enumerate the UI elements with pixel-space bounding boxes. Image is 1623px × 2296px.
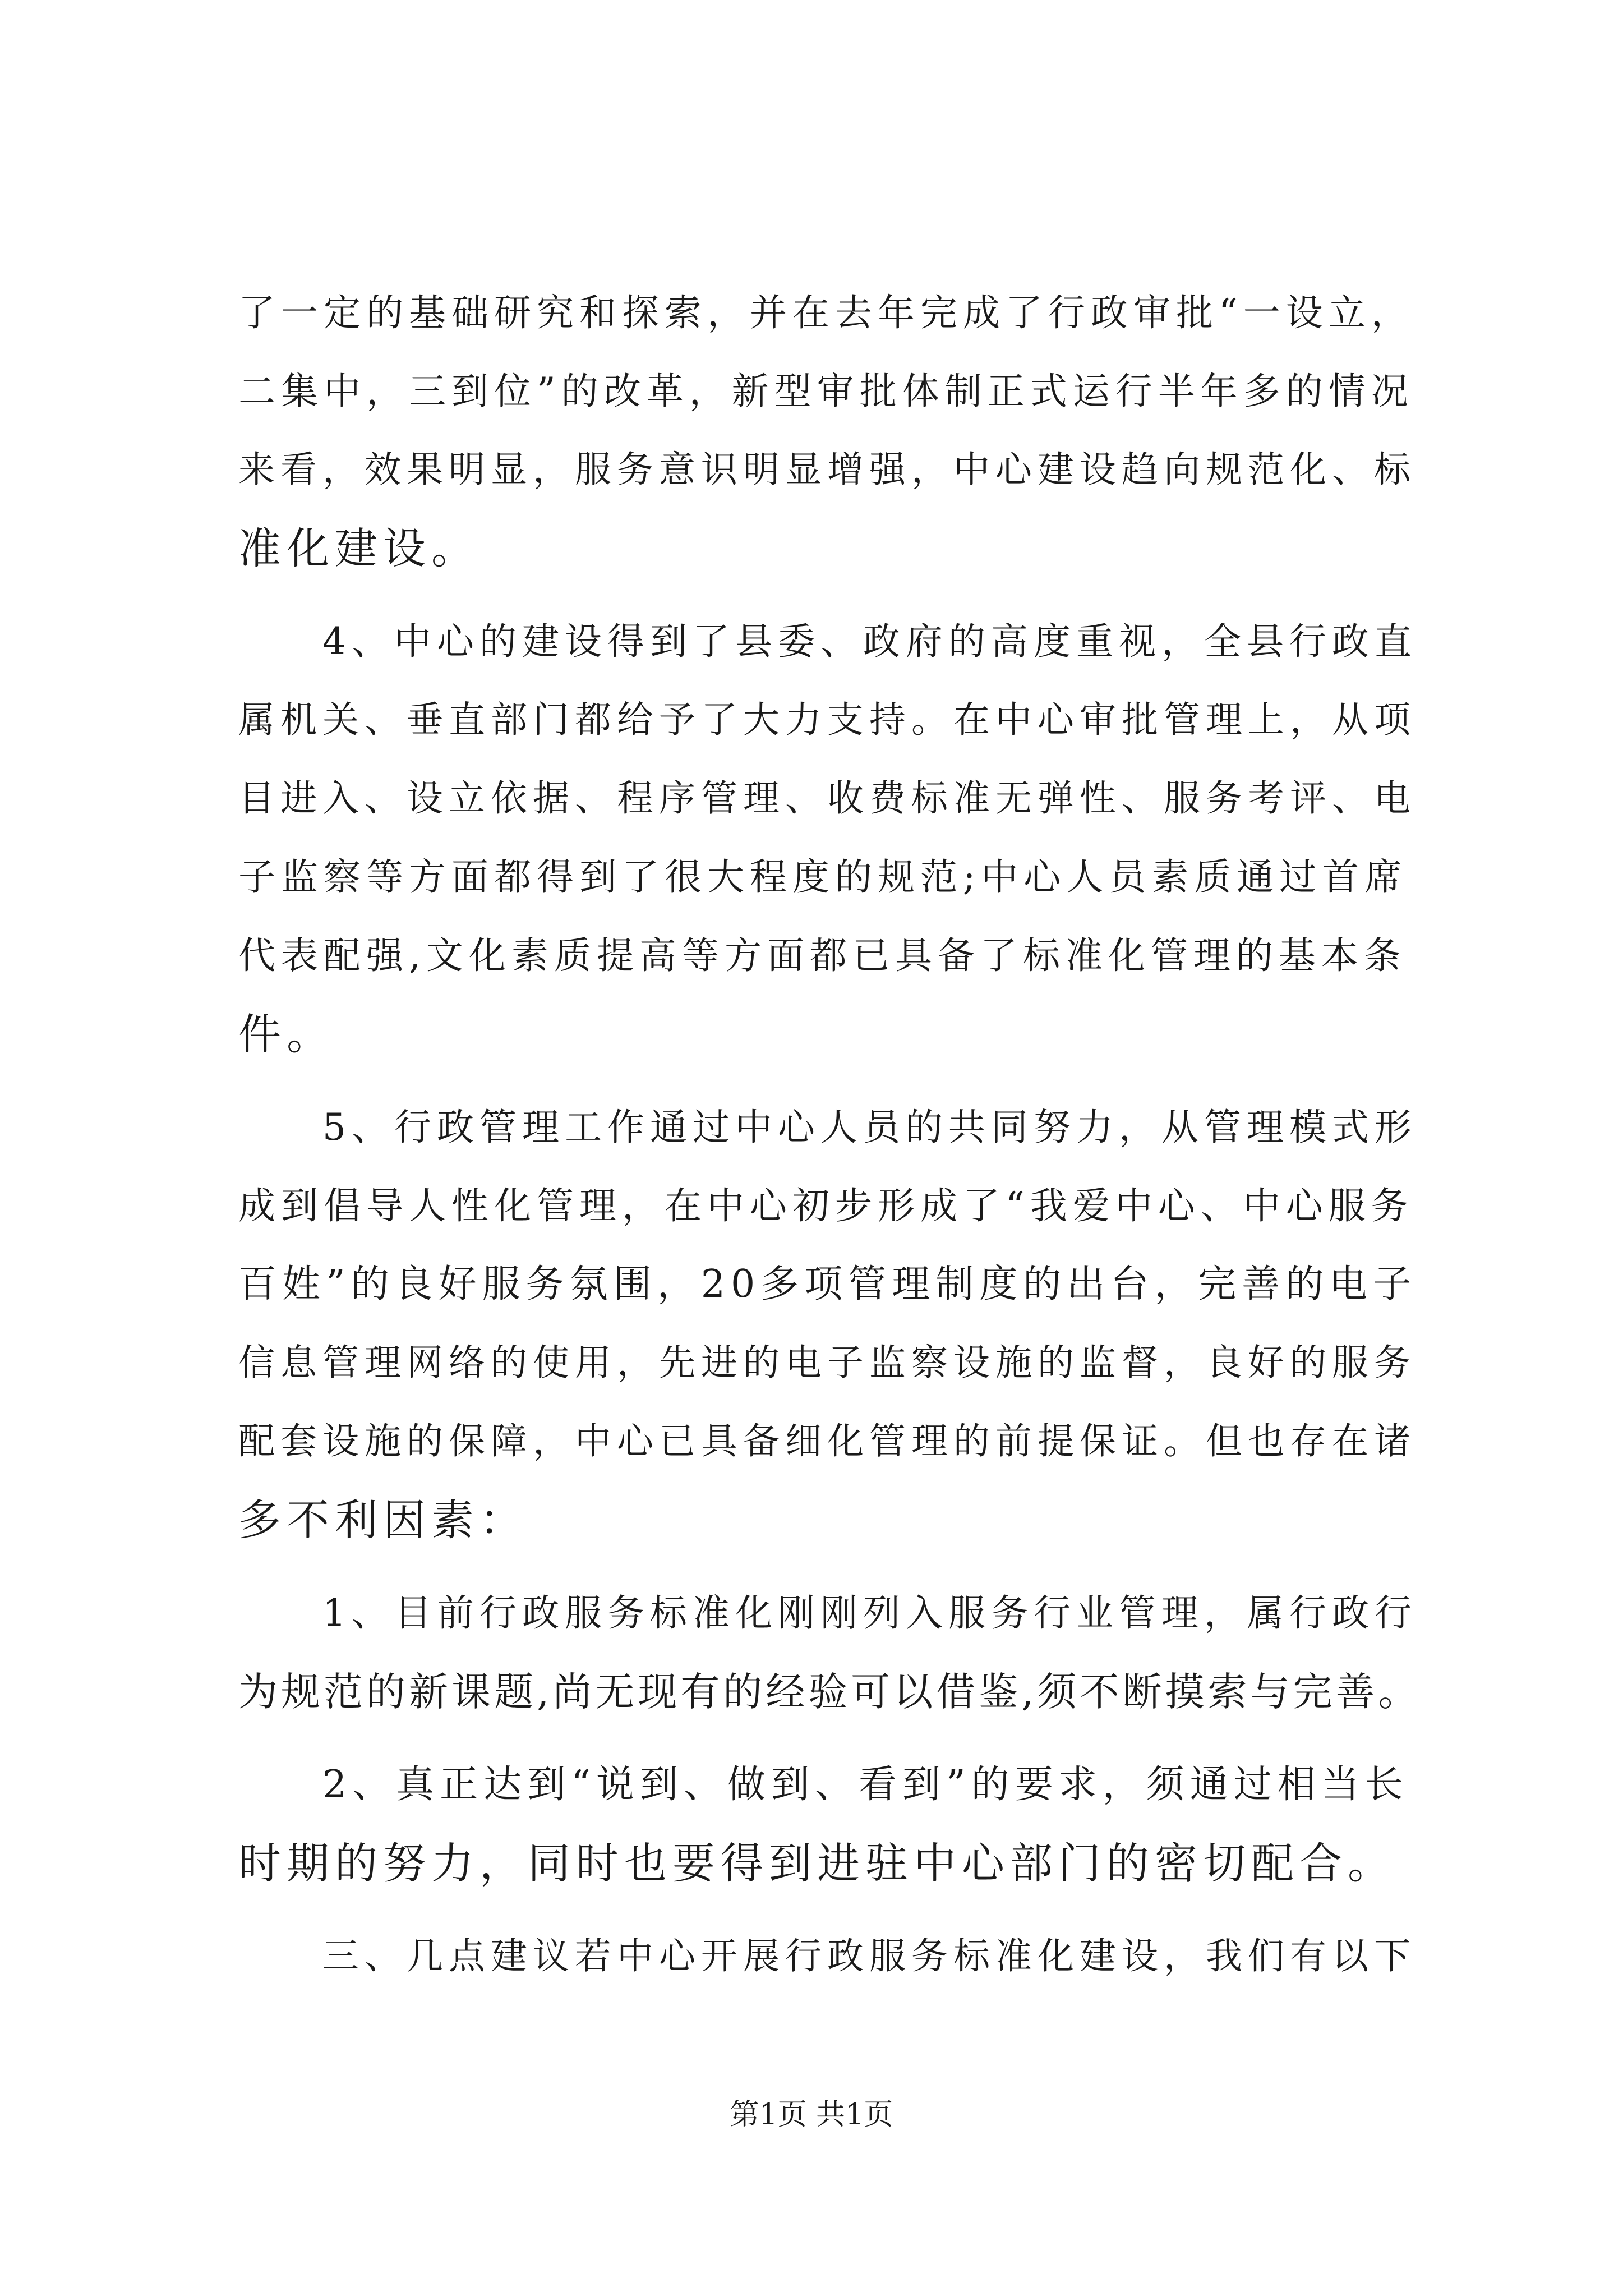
text-line: 件。: [238, 1009, 335, 1059]
text-line: 成到倡导人性化管理，在中心初步形成了“我爱中心、中心服务: [238, 1184, 1414, 1227]
text-line: 三、几点建议若中心开展行政服务标准化建设，我们有以下: [322, 1935, 1417, 1977]
text-line: 1、目前行政服务标准化刚刚列入服务行业管理，属行政行: [322, 1591, 1417, 1635]
text-line: 5、行政管理工作通过中心人员的共同努力，从管理模式形: [322, 1106, 1417, 1149]
text-line: 信息管理网络的使用，先进的电子监察设施的监督，良好的服务: [238, 1342, 1417, 1384]
text-line: 准化建设。: [238, 523, 479, 573]
text-line: 来看，效果明显，服务意识明显增强，中心建设趋向规范化、标: [238, 449, 1417, 491]
text-line: 目进入、设立依据、程序管理、收费标准无弹性、服务考评、电: [238, 777, 1417, 820]
text-line: 2、真正达到“说到、做到、看到”的要求，须通过相当长: [322, 1763, 1409, 1807]
page-number-footer: 第1页 共1页: [730, 2098, 893, 2132]
text-line: 二集中，三到位”的改革，新型审批体制正式运行半年多的情况: [238, 370, 1414, 413]
text-line: 属机关、垂直部门都给予了大力支持。在中心审批管理上，从项: [238, 699, 1417, 741]
text-line: 多不利因素：: [238, 1495, 528, 1545]
text-line: 时期的努力，同时也要得到进驻中心部门的密切配合。: [238, 1838, 1396, 1888]
text-line: 了一定的基础研究和探索，并在去年完成了行政审批“一设立，: [238, 291, 1414, 334]
text-line: 子监察等方面都得到了很大程度的规范;中心人员素质通过首席: [238, 855, 1408, 899]
text-line: 4、中心的建设得到了县委、政府的高度重视，全县行政直: [322, 620, 1417, 663]
text-line: 为规范的新课题,尚无现有的经验可以借鉴,须不断摸索与完善。: [238, 1669, 1421, 1715]
text-line: 代表配强,文化素质提高等方面都已具备了标准化管理的基本条: [238, 934, 1407, 977]
text-line: 配套设施的保障，中心已具备细化管理的前提保证。但也存在诸: [238, 1420, 1417, 1462]
text-line: 百姓”的良好服务氛围，20多项管理制度的出台，完善的电子: [238, 1262, 1417, 1306]
